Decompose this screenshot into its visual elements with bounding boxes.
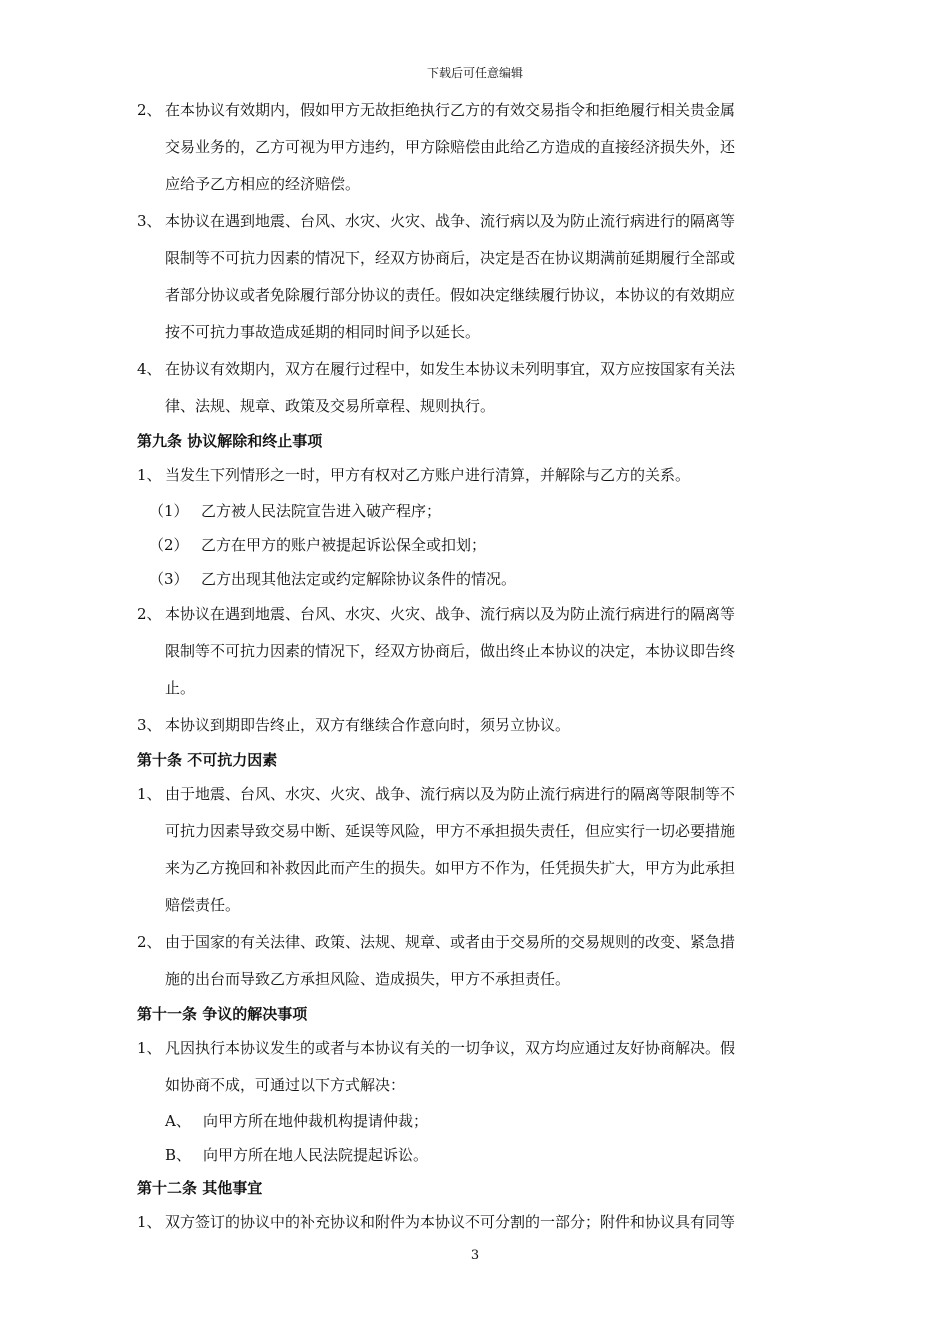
clause-line bbox=[137, 707, 813, 744]
clause-text: 者部分协议或者免除履行部分协议的责任。假如决定继续履行协议，本协议的有效期应 bbox=[165, 286, 736, 304]
clause-number: 3、 bbox=[137, 212, 162, 230]
sub-clause bbox=[137, 528, 813, 562]
clause-text: 应给予乙方相应的经济赔偿。 bbox=[165, 175, 361, 193]
article-title: 第十一条 争议的解决事项 bbox=[137, 1005, 308, 1023]
clause-line bbox=[137, 924, 813, 961]
sub-clause bbox=[137, 494, 813, 528]
article-title: 第九条 协议解除和终止事项 bbox=[137, 432, 323, 450]
clause-line bbox=[137, 203, 813, 240]
article-title: 第十条 不可抗力因素 bbox=[137, 751, 278, 769]
clause-number: 3、 bbox=[137, 716, 162, 734]
clause-number: 1、 bbox=[137, 1213, 162, 1231]
sub-clause-text: 乙方在甲方的账户被提起诉讼保全或扣划； bbox=[201, 536, 487, 554]
clause-text: 律、法规、规章、政策及交易所章程、规则执行。 bbox=[165, 397, 496, 415]
clause-number: 2、 bbox=[137, 933, 162, 951]
clause-number: 1、 bbox=[137, 785, 162, 803]
clause-line bbox=[137, 776, 813, 813]
clause-line bbox=[137, 596, 813, 633]
clause-number: 4、 bbox=[137, 360, 162, 378]
sub-clause-text: 乙方出现其他法定或约定解除协议条件的情况。 bbox=[201, 570, 517, 588]
clause-text: 在协议有效期内，双方在履行过程中，如发生本协议未列明事宜，双方应按国家有关法 bbox=[165, 360, 736, 378]
clause-number: 2、 bbox=[137, 605, 162, 623]
clause-number: 1、 bbox=[137, 1039, 162, 1057]
clause-text: 赔偿责任。 bbox=[165, 896, 241, 914]
clause-text: 限制等不可抗力因素的情况下，经双方协商后，决定是否在协议期满前延期履行全部或 bbox=[165, 249, 736, 267]
clause-text: 当发生下列情形之一时，甲方有权对乙方账户进行清算，并解除与乙方的关系。 bbox=[165, 466, 691, 484]
clause-line bbox=[137, 351, 813, 388]
sub-clause bbox=[137, 562, 813, 596]
clause-text: 本协议在遇到地震、台风、水灾、火灾、战争、流行病以及为防止流行病进行的隔离等 bbox=[165, 212, 736, 230]
clause-text: 按不可抗力事故造成延期的相同时间予以延长。 bbox=[165, 323, 481, 341]
clause-line bbox=[137, 1204, 813, 1241]
clause-text: 止。 bbox=[165, 679, 196, 697]
option-label: B、 bbox=[165, 1146, 192, 1164]
sub-clause-number: （3） bbox=[149, 570, 189, 588]
clause-text: 双方签订的协议中的补充协议和附件为本协议不可分割的一部分；附件和协议具有同等 bbox=[165, 1213, 736, 1231]
clause-number: 1、 bbox=[137, 466, 162, 484]
option-item bbox=[137, 1104, 813, 1138]
clause-text: 可抗力因素导致交易中断、延误等风险，甲方不承担损失责任，但应实行一切必要措施 bbox=[165, 822, 736, 840]
clause-text: 限制等不可抗力因素的情况下，经双方协商后，做出终止本协议的决定，本协议即告终 bbox=[165, 642, 736, 660]
clause-text: 在本协议有效期内，假如甲方无故拒绝执行乙方的有效交易指令和拒绝履行相关贵金属 bbox=[165, 101, 736, 119]
clause-text: 由于国家的有关法律、政策、法规、规章、或者由于交易所的交易规则的改变、紧急措 bbox=[165, 933, 736, 951]
clause-text: 施的出台而导致乙方承担风险、造成损失，甲方不承担责任。 bbox=[165, 970, 571, 988]
clause-text: 来为乙方挽回和补救因此而产生的损失。如甲方不作为，任凭损失扩大，甲方为此承担 bbox=[165, 859, 736, 877]
page-number: 3 bbox=[470, 1248, 480, 1263]
clause-text: 凡因执行本协议发生的或者与本协议有关的一切争议，双方均应通过友好协商解决。假 bbox=[165, 1039, 736, 1057]
document-body bbox=[137, 92, 813, 1241]
sub-clause-number: （1） bbox=[149, 502, 189, 520]
clause-text: 由于地震、台风、水灾、火灾、战争、流行病以及为防止流行病进行的隔离等限制等不 bbox=[165, 785, 736, 803]
option-item bbox=[137, 1138, 813, 1172]
article-title: 第十二条 其他事宜 bbox=[137, 1179, 263, 1197]
option-text: 向甲方所在地人民法院提起诉讼。 bbox=[203, 1146, 429, 1164]
clause-text: 交易业务的，乙方可视为甲方违约，甲方除赔偿由此给乙方造成的直接经济损失外，还 bbox=[165, 138, 736, 156]
clause-line bbox=[137, 1030, 813, 1067]
option-label: A、 bbox=[165, 1112, 191, 1130]
clause-line bbox=[137, 457, 813, 494]
clause-text: 本协议到期即告终止，双方有继续合作意向时，须另立协议。 bbox=[165, 716, 571, 734]
sub-clause-text: 乙方被人民法院宣告进入破产程序； bbox=[201, 502, 442, 520]
option-text: 向甲方所在地仲裁机构提请仲裁； bbox=[203, 1112, 429, 1130]
clause-line bbox=[137, 92, 813, 129]
clause-number: 2、 bbox=[137, 101, 162, 119]
sub-clause-number: （2） bbox=[149, 536, 189, 554]
clause-text: 本协议在遇到地震、台风、水灾、火灾、战争、流行病以及为防止流行病进行的隔离等 bbox=[165, 605, 736, 623]
clause-text: 如协商不成，可通过以下方式解决： bbox=[165, 1076, 406, 1094]
page-header: 下载后可任意编辑 bbox=[426, 66, 523, 80]
